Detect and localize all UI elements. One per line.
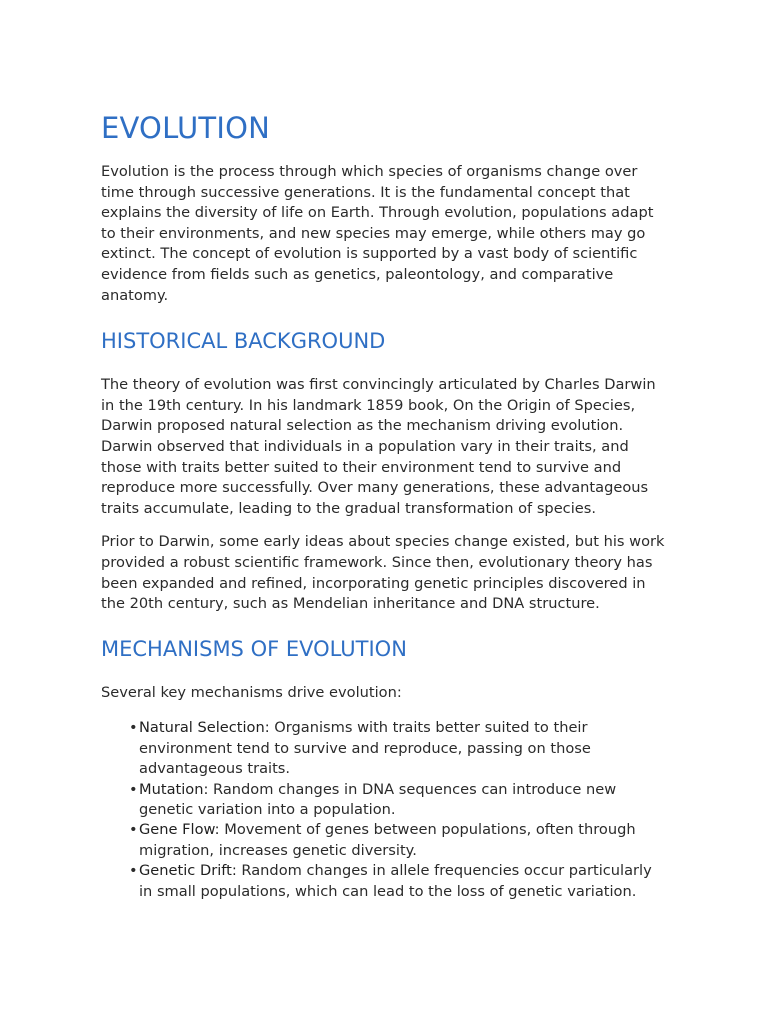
bullet-icon: •	[129, 719, 138, 737]
intro-paragraph: Evolution is the process through which species of organisms change over time through successive generations. It is the fundamental concept that explains the diversity of life on Earth. Through evolution, populations adapt to their environments, and new species may emerge, while others may go extinct. The concept of evolution is supported by a vast body of scientific evidence from fields such as genetics, paleontology, and comparative anatomy.	[101, 163, 654, 304]
list-item	[129, 718, 668, 779]
list-item-text: Movement of genes between populations, often through migration, increases genetic diversity.	[139, 821, 636, 859]
history-paragraph-2: Prior to Darwin, some early ideas about species change existed, but his work provided a robust scientific framework. Since then, evolutionary theory has been expanded and refined, incorporating genetic principles discovered in the 20th century, such as Mendelian inheritance and DNA structure.	[101, 533, 665, 613]
section-heading-history: HISTORICAL BACKGROUND	[101, 329, 386, 354]
bullet-icon: •	[129, 821, 138, 839]
bullet-icon: •	[129, 780, 138, 798]
mechanisms-list	[101, 718, 668, 902]
list-item-term: Gene Flow:	[139, 821, 220, 839]
list-item-text: Organisms with traits better suited to their environment tend to survive and reproduce, passing on those advantageous traits.	[139, 719, 591, 778]
list-item-text: Random changes in DNA sequences can introduce new genetic variation into a population.	[139, 780, 617, 818]
page-title: EVOLUTION	[101, 111, 271, 145]
list-item-term: Genetic Drift:	[139, 862, 237, 880]
list-item	[129, 861, 668, 902]
history-paragraph-1: The theory of evolution was first convincingly articulated by Charles Darwin in the 19th century. In his landmark 1859 book, On the Origin of Species, Darwin proposed natural selection as the mechanism driving evolution. Darwin observed that individuals in a population vary in their traits, and those with traits better suited to their environment tend to survive and reproduce more successfully. Over many generations, these advantageous traits accumulate, leading to the gradual transformation of species.	[101, 376, 656, 517]
mechanisms-intro: Several key mechanisms drive evolution:	[101, 683, 402, 701]
list-item-term: Natural Selection:	[139, 719, 270, 737]
bullet-icon: •	[129, 862, 138, 880]
list-item	[129, 820, 668, 861]
list-item	[129, 780, 668, 821]
list-item-text: Random changes in allele frequencies occur particularly in small populations, which can lead to the loss of genetic variation.	[139, 862, 652, 900]
list-item-term: Mutation:	[139, 780, 209, 798]
section-heading-mechanisms: MECHANISMS OF EVOLUTION	[101, 636, 407, 661]
